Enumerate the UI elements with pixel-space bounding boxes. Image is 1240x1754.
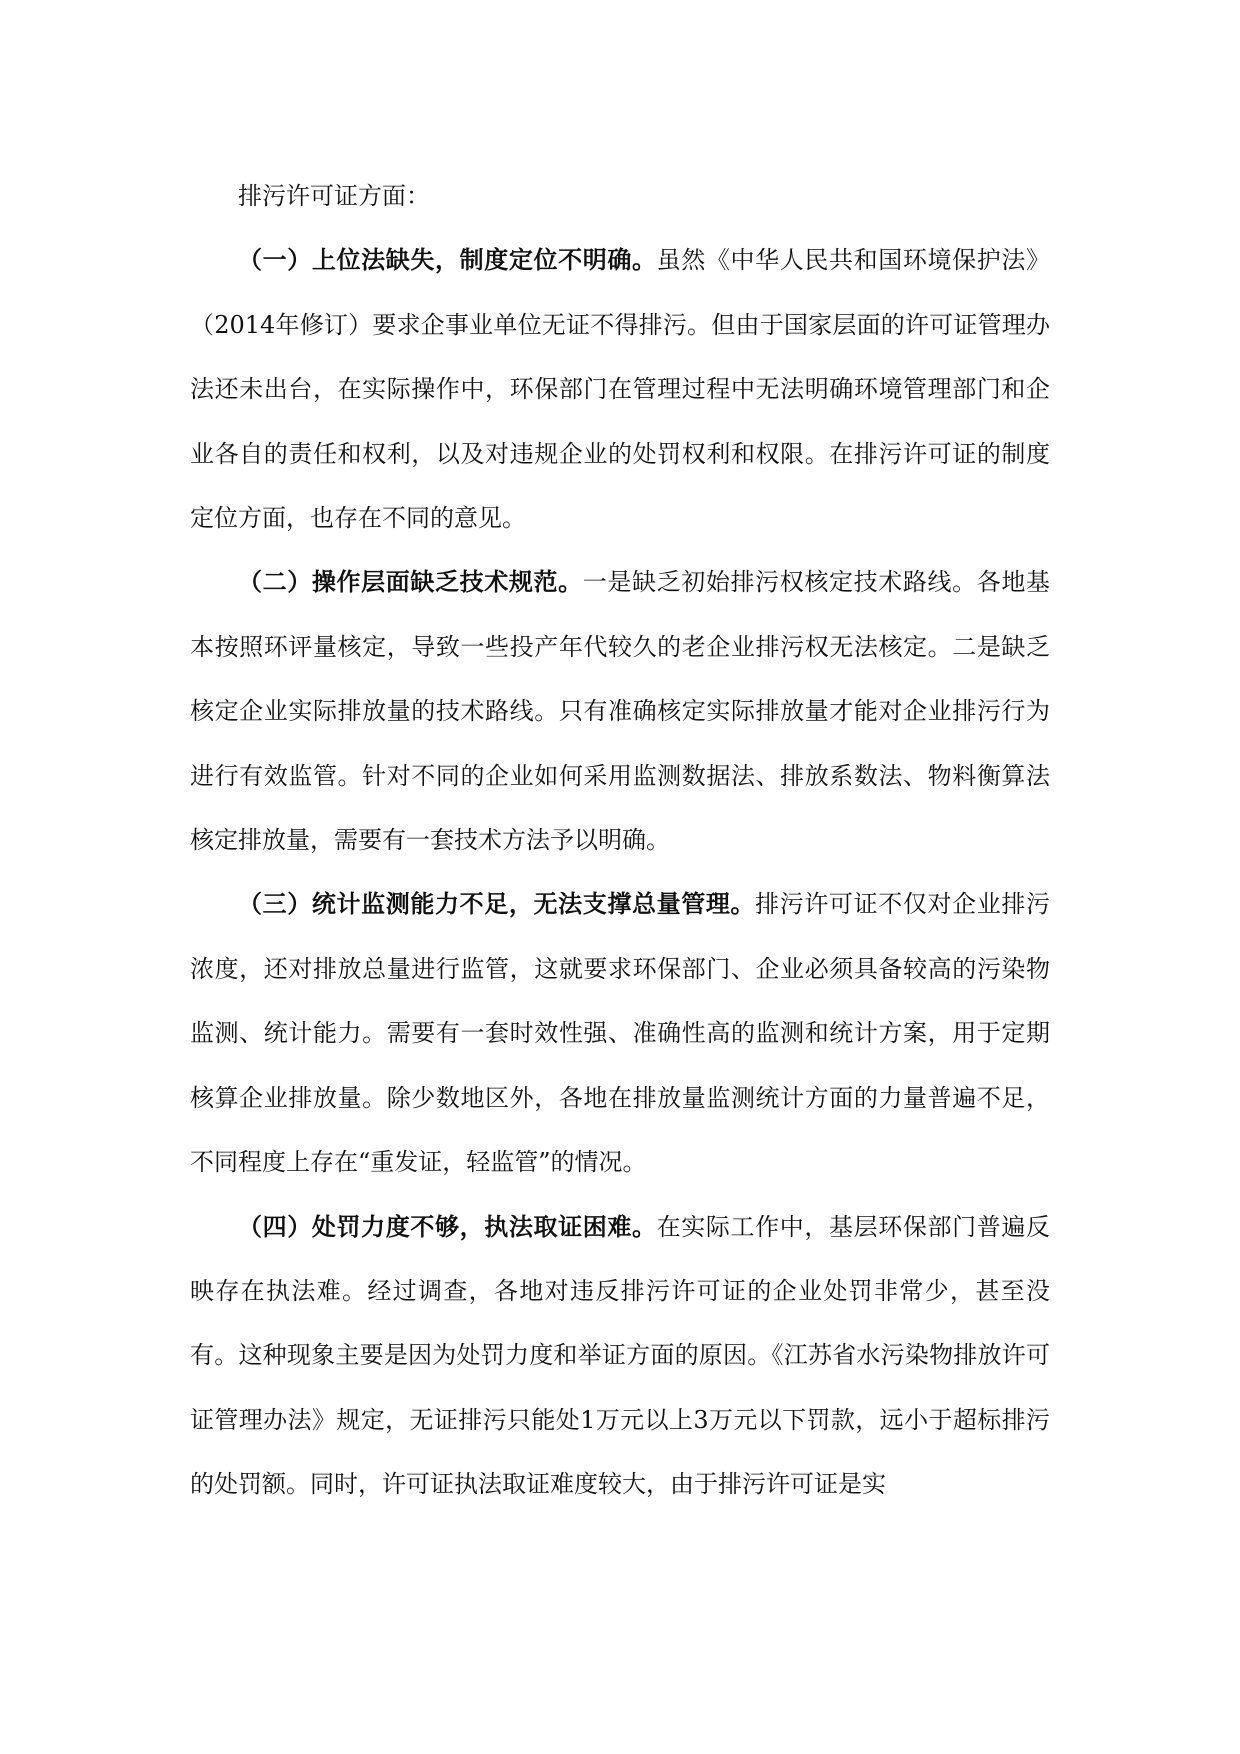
paragraph-2-title: （二）操作层面缺乏技术规范。	[238, 568, 583, 597]
paragraph-4	[190, 1195, 1050, 1517]
paragraph-1	[190, 228, 1050, 550]
section-heading: 排污许可证方面：	[238, 182, 430, 210]
document-body	[190, 164, 1050, 1517]
paragraph-2-body: 一是缺乏初始排污权核定技术路线。各地基本按照环评量核定，导致一些投产年代较久的老企业排污权无法核定。二是缺乏核定企业实际排放量的技术路线。只有准确核定实际排放量才能对企业排污行为进行有效监管。针对不同的企业如何采用监测数据法、排放系数法、物料衡算法核定排放量，需要有一套技术方法予以明确。	[190, 568, 1050, 855]
paragraph-1-body: 虽然《中华人民共和国环境保护法》（2014年修订）要求企事业单位无证不得排污。但由于国家层面的许可证管理办法还未出台，在实际操作中，环保部门在管理过程中无法明确环境管理部门和企业各自的责任和权利，以及对违规企业的处罚权利和权限。在排污许可证的制度定位方面，也存在不同的意见。	[190, 246, 1050, 533]
paragraph-4-title: （四）处罚力度不够，执法取证困难。	[238, 1212, 657, 1241]
paragraph-3-body: 排污许可证不仅对企业排污浓度，还对排放总量进行监管，这就要求环保部门、企业必须具备较高的污染物监测、统计能力。需要有一套时效性强、准确性高的监测和统计方案，用于定期核算企业排放量。除少数地区外，各地在排放量监测统计方面的力量普遍不足，不同程度上存在“重发证，轻监管”的情况。	[190, 890, 1050, 1177]
paragraph-2	[190, 550, 1050, 872]
paragraph-4-body: 在实际工作中，基层环保部门普遍反映存在执法难。经过调查，各地对违反排污许可证的企业处罚非常少，甚至没有。这种现象主要是因为处罚力度和举证方面的原因。《江苏省水污染物排放许可证管理办法》规定，无证排污只能处1万元以上3万元以下罚款，远小于超标排污的处罚额。同时，许可证执法取证难度较大，由于排污许可证是实	[190, 1212, 1050, 1499]
paragraph-1-title: （一）上位法缺失，制度定位不明确。	[238, 246, 657, 275]
paragraph-3	[190, 872, 1050, 1194]
paragraph-3-title: （三）统计监测能力不足，无法支撑总量管理。	[238, 890, 756, 919]
